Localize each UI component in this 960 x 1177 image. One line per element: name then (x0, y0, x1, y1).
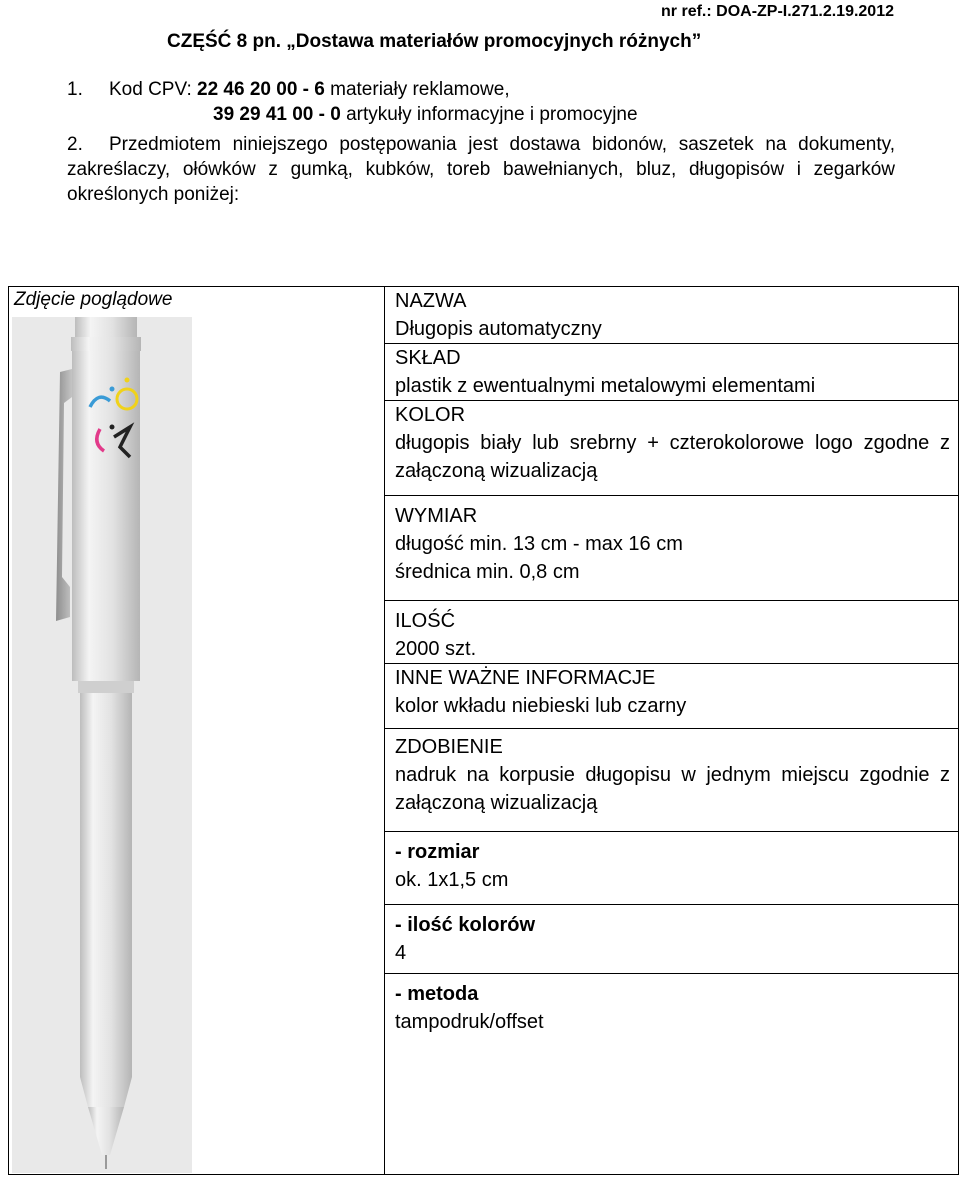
subject-number: 2. (67, 134, 83, 155)
ilosc-label: ILOŚĆ (395, 610, 456, 632)
metoda-value: tampodruk/offset (395, 1011, 544, 1033)
nazwa-value: Długopis automatyczny (395, 318, 602, 340)
wymiar-line-2: średnica min. 0,8 cm (395, 561, 580, 583)
block-ilosc (385, 601, 958, 664)
rozmiar-label: - rozmiar (395, 841, 480, 863)
block-kolor (385, 401, 958, 496)
image-cell (9, 287, 385, 1175)
subject-paragraph (67, 132, 895, 207)
kolory-value: 4 (395, 942, 407, 964)
block-rozmiar (385, 832, 958, 905)
pen-top-cap (75, 317, 137, 337)
zdobienie-label: ZDOBIENIE (395, 736, 503, 758)
block-nazwa (385, 287, 958, 344)
inne-value: kolor wkładu niebieski lub czarny (395, 695, 687, 717)
pen-illustration (12, 317, 202, 1173)
info-cell (385, 287, 959, 1175)
pen-grip-ring (78, 681, 134, 693)
block-metoda (385, 974, 958, 1036)
part-title: CZĘŚĆ 8 pn. „Dostawa materiałów promocyjnych różnych” (167, 31, 702, 52)
wymiar-label: WYMIAR (395, 505, 478, 527)
block-zdobienie (385, 729, 958, 832)
block-wymiar (385, 496, 958, 601)
pen-barrel (72, 351, 140, 681)
cpv-desc-2: artykuły informacyjne i promocyjne (346, 104, 638, 125)
cpv-row-2 (67, 102, 638, 127)
cpv-number: 1. (67, 79, 83, 100)
kolory-label: - ilość kolorów (395, 914, 536, 936)
cpv-row-1 (67, 77, 638, 102)
cpv-code-1: 22 46 20 00 - 6 (197, 79, 325, 100)
image-caption: Zdjęcie poglądowe (14, 289, 173, 310)
block-sklad (385, 344, 958, 401)
cpv-section (67, 77, 638, 127)
reference-number: nr ref.: DOA-ZP-I.271.2.19.2012 (661, 3, 894, 20)
product-spec-table (8, 286, 959, 1175)
cpv-label: Kod CPV: (109, 79, 192, 100)
pen-ring (71, 337, 141, 351)
subject-text: Przedmiotem niniejszego postępowania jest dostawa bidonów, saszetek na dokumenty, zakreślaczy, ołówków z gumką, kubków, toreb bawełnianych, bluz, długopisów i zegarków określonych poniżej: (67, 134, 895, 205)
rozmiar-value: ok. 1x1,5 cm (395, 869, 509, 891)
cpv-code-2: 39 29 41 00 - 0 (213, 104, 341, 125)
inne-label: INNE WAŻNE INFORMACJE (395, 667, 656, 689)
nazwa-label: NAZWA (395, 290, 467, 312)
wymiar-line-1: długość min. 13 cm - max 16 cm (395, 533, 683, 555)
sklad-label: SKŁAD (395, 347, 461, 369)
pen-lower-barrel (80, 693, 132, 1107)
kolor-label: KOLOR (395, 404, 466, 426)
block-kolory (385, 905, 958, 974)
block-inne (385, 664, 958, 729)
kolor-value: długopis biały lub srebrny + czterokolorowe logo zgodne z załączoną wizualizacją (395, 432, 950, 482)
ilosc-value: 2000 szt. (395, 638, 477, 660)
zdobienie-value: nadruk na korpusie długopisu w jednym miejscu zgodnie z załączoną wizualizacją (395, 764, 950, 814)
cpv-desc-1: materiały reklamowe, (330, 79, 510, 100)
sklad-value: plastik z ewentualnymi metalowymi elementami (395, 375, 816, 397)
metoda-label: - metoda (395, 983, 479, 1005)
